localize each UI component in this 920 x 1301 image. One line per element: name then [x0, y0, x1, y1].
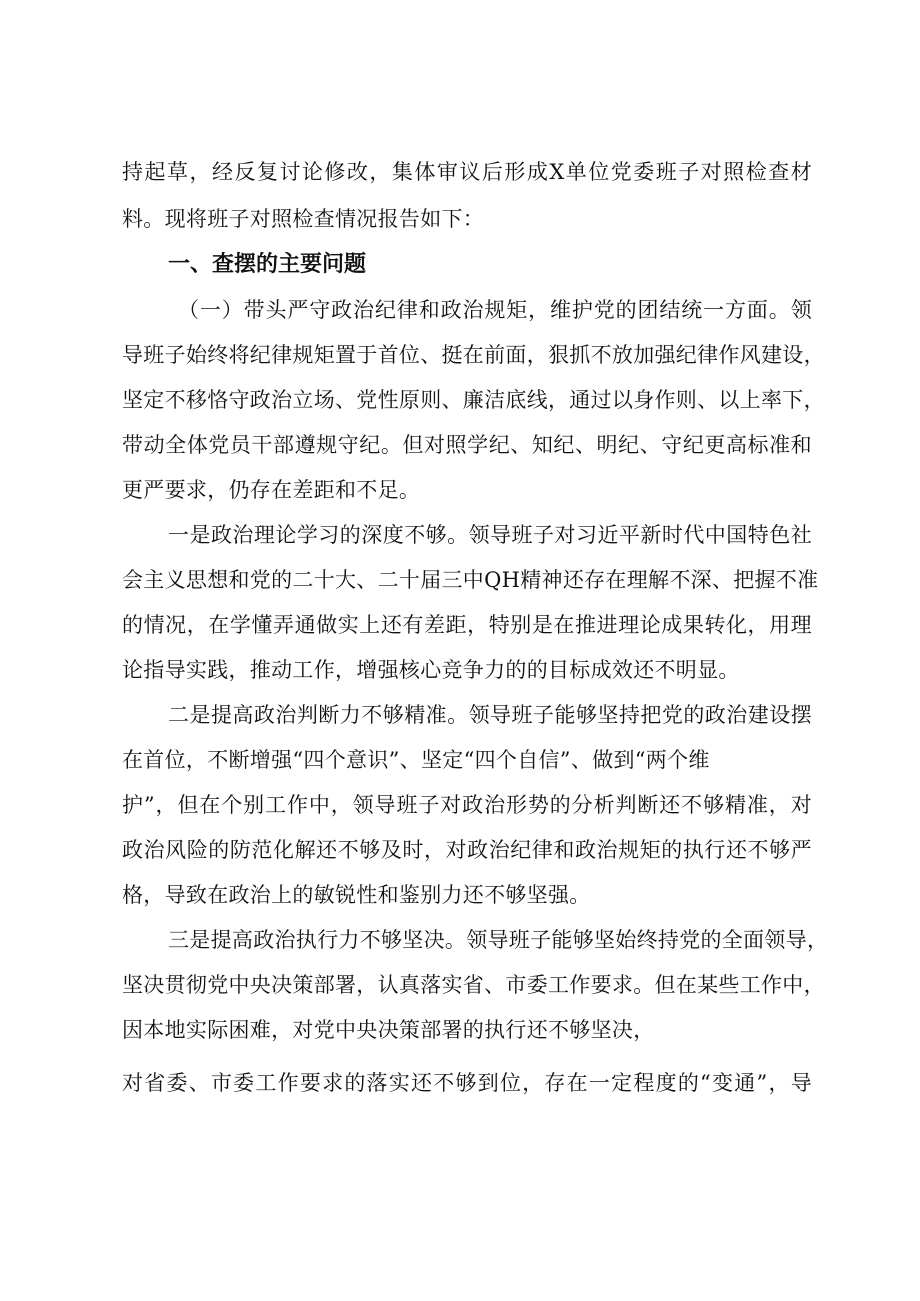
- text-line: 对省委、市委工作要求的落实还不够到位，存在一定程度的“变通”，导: [122, 1071, 812, 1095]
- text-line: 的情况，在学懂弄通做实上还有差距，特别是在推进理论成果转化，用理: [122, 613, 812, 637]
- text-line: 护”，但在个别工作中，领导班子对政治形势的分析判断还不够精准，对: [122, 793, 812, 817]
- text-line: 三是提高政治执行力不够坚决。领导班子能够坚始终持党的全面领导，: [168, 928, 829, 952]
- text-line: 论指导实践，推动工作，增强核心竞争力的的目标成效还不明显。: [122, 658, 740, 682]
- text-line: 导班子始终将纪律规矩置于首位、挺在前面，狠抓不放加强纪律作风建设，: [122, 343, 825, 367]
- text-line: 政治风险的防范化解还不够及时，对政治纪律和政治规矩的执行还不够严: [122, 838, 812, 862]
- text-line: 坚定不移恪守政治立场、党性原则、廉洁底线，通过以身作则、以上率下，: [122, 388, 825, 412]
- text-line: 料。现将班子对照检查情况报告如下：: [122, 207, 485, 231]
- text-line: （一）带头严守政治纪律和政治规矩，维护党的团结统一方面。领: [178, 298, 812, 322]
- text-line: 二是提高政治判断力不够精准。领导班子能够坚持把党的政治建设摆: [168, 703, 812, 727]
- text-line: 带动全体党员干部遵规守纪。但对照学纪、知纪、明纪、守纪更高标准和: [122, 433, 812, 457]
- text-line: 持起草，经反复讨论修改，集体审议后形成X单位党委班子对照检查材: [122, 160, 812, 184]
- text-line: 坚决贯彻党中央决策部署，认真落实省、市委工作要求。但在某些工作中，: [122, 973, 825, 997]
- text-line: 因本地实际困难，对党中央决策部署的执行还不够坚决，: [122, 1018, 655, 1042]
- text-line: 在首位，不断增强“四个意识”、坚定“四个自信”、做到“两个维: [122, 748, 710, 772]
- text-line: 格，导致在政治上的敏锐性和鉴别力还不够坚强。: [122, 883, 591, 907]
- section-heading: 一、查摆的主要问题: [168, 252, 367, 277]
- text-line: 会主义思想和党的二十大、二十届三中QH精神还存在理解不深、把握不准: [122, 568, 819, 592]
- text-line: 更严要求，仍存在差距和不足。: [122, 478, 421, 502]
- text-line: 一是政治理论学习的深度不够。领导班子对习近平新时代中国特色社: [168, 523, 812, 547]
